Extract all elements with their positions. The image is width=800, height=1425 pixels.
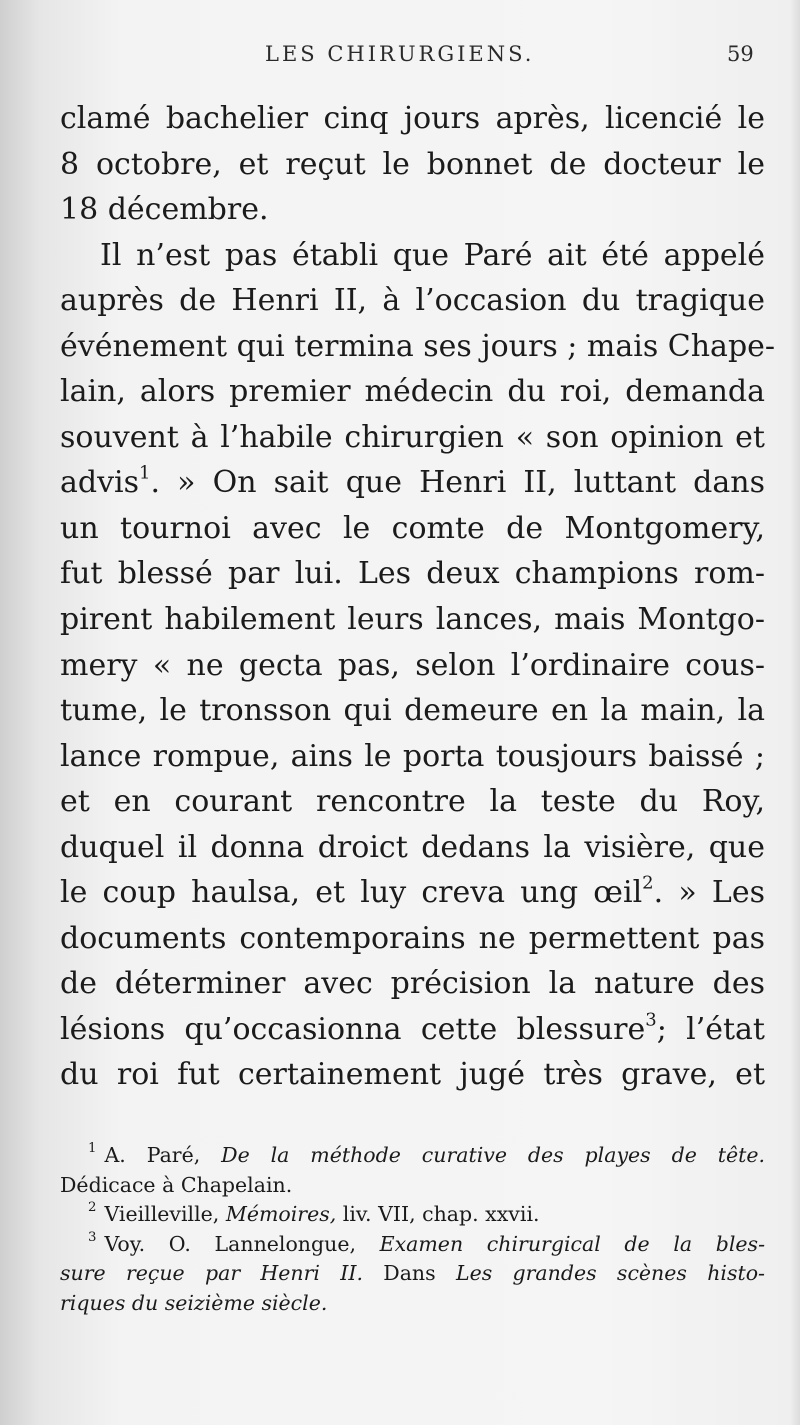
footnote-author: Vieilleville, [104,1202,226,1226]
text-line: lance rompue, ains le porta tousjours baissé ; [60,738,765,774]
footnote-3 [60,1230,765,1260]
text-segment: advis [60,465,140,501]
footnote-title: riques du seizième siècle. [60,1290,328,1315]
text-segment: lésions qu’occasionna cette blessure [60,1011,646,1047]
text-line: mery « ne gecta pas, selon l’ordinaire cous- [60,647,765,683]
footnote-1-cont: Dédicace à Chapelain. [60,1172,293,1197]
text-segment: . » On sait que Henri II, luttant dans [150,465,765,501]
running-title: LES CHIRURGIENS. [265,42,535,66]
text-line: un tournoi avec le comte de Montgomery, [60,510,765,546]
text-line: 8 octobre, et reçut le bonnet de docteur le [60,146,765,182]
text-line: lain, alors premier médecin du roi, demanda [60,374,765,410]
footnote-3-cont [60,1259,765,1289]
footnote-title: Les grandes scènes histo- [455,1261,765,1285]
footnote-title: Mémoires, [225,1202,337,1226]
text-line: et en courant rencontre la teste du Roy, [60,784,765,820]
footnote-ref-2: 2 [642,872,654,894]
text-segment: le coup haulsa, et luy creva ung œil [60,875,643,911]
text-line: pirent habilement leurs lances, mais Montgo- [60,602,765,638]
text-line: auprès de Henri II, à l’occasion du tragique [60,283,765,319]
footnote-2 [60,1200,765,1230]
text-line: tume, le tronsson qui demeure en la main, la [60,693,765,729]
text-line: événement qui termina ses jours ; mais Chape- [60,328,776,364]
footnote-author: A. Paré, [104,1143,222,1167]
footnote-ref: liv. VII, chap. xxvii. [336,1202,540,1226]
footnote-ref-3: 3 [645,1009,657,1031]
text-line [60,460,765,506]
text-segment: . » Les [653,875,765,911]
footnote-3-cont [60,1289,765,1319]
running-head [0,40,800,74]
text-line: fut blessé par lui. Les deux champions rom- [60,556,765,592]
text-line: de déterminer avec précision la nature des [60,966,765,1002]
footnote-marker: 3 [88,1229,97,1245]
text-line [60,1007,765,1053]
footnote-title: Examen chirurgical de la bles- [379,1231,765,1256]
text-line: Il n’est pas établi que Paré ait été appelé [100,237,765,273]
text-line: clamé bachelier cinq jours après, licencié le [60,101,765,136]
footnote-title: De la méthode curative des playes de tête. [221,1143,765,1167]
body-text [60,96,776,1098]
text-line: souvent à l’habile chirurgien « son opinion et [60,419,765,455]
footnote-1 [60,1141,765,1171]
text-line: duquel il donna droict dedans la visière, que [60,829,765,865]
text-line: documents contemporains ne permettent pas [60,920,765,956]
text-line [60,870,765,916]
footnote-text: Dans [362,1261,456,1285]
footnote-author: Voy. O. Lannelongue, [104,1231,380,1256]
text-line: 18 décembre. [60,192,269,228]
footnotes [60,1141,765,1318]
footnote-title: sure reçue par Henri II. [60,1261,363,1285]
footnote-marker: 2 [88,1200,97,1216]
page-number: 59 [727,42,754,66]
footnote-ref-1: 1 [139,462,151,484]
text-line: du roi fut certainement jugé très grave, et [60,1057,765,1093]
text-segment: ; l’état [656,1011,765,1047]
footnote-marker: 1 [88,1141,97,1157]
